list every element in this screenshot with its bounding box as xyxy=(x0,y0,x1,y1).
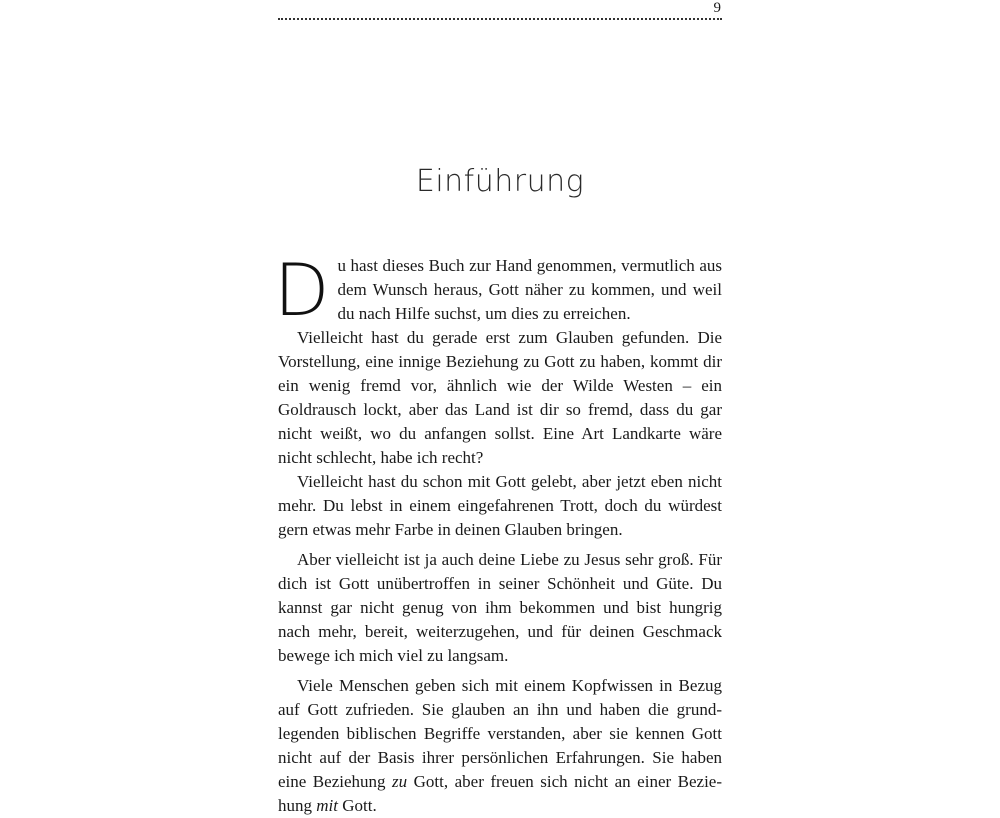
paragraph-2: Vielleicht hast du gerade erst zum Glauben gefunden. Die Vorstellung, eine innige Beziehung zu Gott zu haben, kommt dir ein wenig fremd vor, ähnlich wie der Wilde Westen – ein Goldrausch lockt, aber das Land ist dir so fremd, dass du gar nicht weißt, wo du anfangen sollst. Eine Art Landkarte wäre nicht schlecht, habe ich recht? xyxy=(278,328,722,467)
page-number: 9 xyxy=(713,0,721,16)
body-text xyxy=(274,248,723,818)
paragraph-5-emphasis-mit: mit xyxy=(316,796,338,815)
paragraph-1 xyxy=(274,248,722,332)
header-dotted-rule xyxy=(278,18,722,20)
paragraph-5-text-c: Gott. xyxy=(342,796,377,815)
paragraph-5-text-b: Gott, aber freuen sich nicht an einer Beziehung xyxy=(278,772,723,815)
drop-cap: D xyxy=(274,248,330,332)
paragraph-5 xyxy=(278,674,722,818)
chapter-title: Einführung xyxy=(415,164,585,199)
paragraph-5-text-a: Viele Menschen geben sich mit einem Kopfwissen in Bezug auf Gott zufrieden. Sie glauben an ihn und haben die grundlegenden biblischen Begriffe verstanden, aber sie kennen Gott nicht auf der Basis ihrer persönlichen Erfahrungen. Sie haben eine Beziehung xyxy=(278,676,722,791)
paragraph-1-text: u hast dieses Buch zur Hand genommen, vermutlich aus dem Wunsch heraus, Gott näher zu kommen, und weil du nach Hilfe suchst, um dies zu erreichen. xyxy=(337,256,722,323)
paragraph-4: Aber vielleicht ist ja auch deine Liebe zu Jesus sehr groß. Für dich ist Gott unübertroffen in seiner Schönheit und Güte. Du kannst gar nicht genug von ihm bekommen und bist hungrig nach mehr, bereit, weiterzugehen, und für deinen Geschmack bewege ich mich viel zu langsam. xyxy=(278,550,722,665)
paragraph-3: Vielleicht hast du schon mit Gott gelebt, aber jetzt eben nicht mehr. Du lebst in einem eingefahrenen Trott, doch du würdest gern etwas mehr Farbe in deinen Glauben bringen. xyxy=(278,472,722,539)
paragraph-5-emphasis-zu: zu xyxy=(392,772,408,791)
